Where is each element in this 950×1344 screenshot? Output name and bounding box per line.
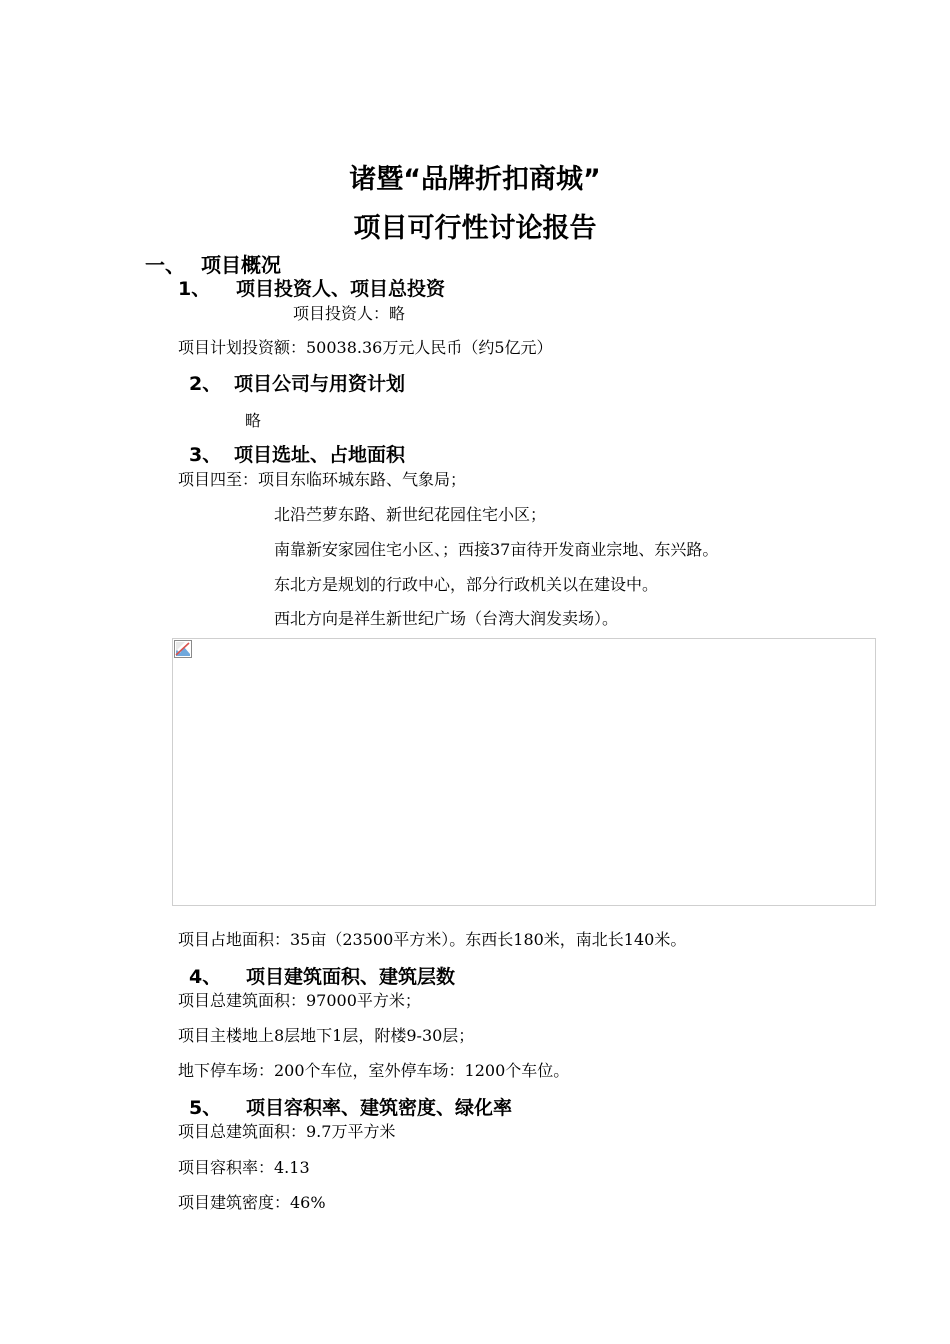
company-plan-content: 略 — [245, 411, 262, 430]
section-1-number: 一、 — [145, 253, 185, 277]
site-area-line: 项目占地面积：35亩（23500平方米）。东西长180米，南北长140米。 — [178, 930, 687, 949]
section-1-heading: 项目概况 — [201, 253, 281, 277]
subsection-3-heading: 项目选址、占地面积 — [234, 444, 406, 466]
broken-image-icon — [174, 640, 192, 658]
subsection-4-heading: 项目建筑面积、建筑层数 — [246, 966, 456, 988]
boundary-line: 北沿苎萝东路、新世纪花园住宅小区； — [274, 505, 547, 524]
building-info-line: 项目总建筑面积：97000平方米； — [178, 991, 421, 1010]
document-title-line-1: 诸暨“品牌折扣商城” — [349, 164, 601, 195]
subsection-2-number: 2、 — [189, 373, 222, 395]
total-investment-line: 项目计划投资额：50038.36万元人民币（约5亿元） — [178, 338, 553, 357]
subsection-1-heading: 项目投资人、项目总投资 — [236, 278, 446, 300]
subsection-3-number: 3、 — [189, 444, 222, 466]
building-info-line: 项目主楼地上8层地下1层，附楼9-30层； — [178, 1026, 475, 1045]
subsection-5-heading: 项目容积率、建筑密度、绿化率 — [246, 1097, 513, 1119]
boundary-line: 东北方是规划的行政中心，部分行政机关以在建设中。 — [274, 575, 659, 594]
ratio-info-line: 项目总建筑面积：9.7万平方米 — [178, 1122, 396, 1141]
subsection-5-number: 5、 — [189, 1097, 222, 1119]
building-info-line: 地下停车场：200个车位，室外停车场：1200个车位。 — [178, 1061, 570, 1080]
boundary-line: 项目四至：项目东临环城东路、气象局； — [178, 470, 467, 489]
investor-line: 项目投资人：略 — [293, 304, 406, 323]
boundary-line: 南靠新安家园住宅小区、；西接37亩待开发商业宗地、东兴路。 — [274, 540, 719, 559]
subsection-2-heading: 项目公司与用资计划 — [234, 373, 406, 395]
ratio-info-line: 项目建筑密度：46% — [178, 1193, 326, 1212]
boundary-line: 西北方向是祥生新世纪广场（台湾大润发卖场）。 — [274, 609, 619, 628]
ratio-info-line: 项目容积率：4.13 — [178, 1158, 310, 1177]
document-title-line-2: 项目可行性讨论报告 — [353, 213, 597, 244]
subsection-4-number: 4、 — [189, 966, 222, 988]
subsection-1-number: 1、 — [178, 278, 211, 300]
site-map-image — [172, 638, 876, 906]
